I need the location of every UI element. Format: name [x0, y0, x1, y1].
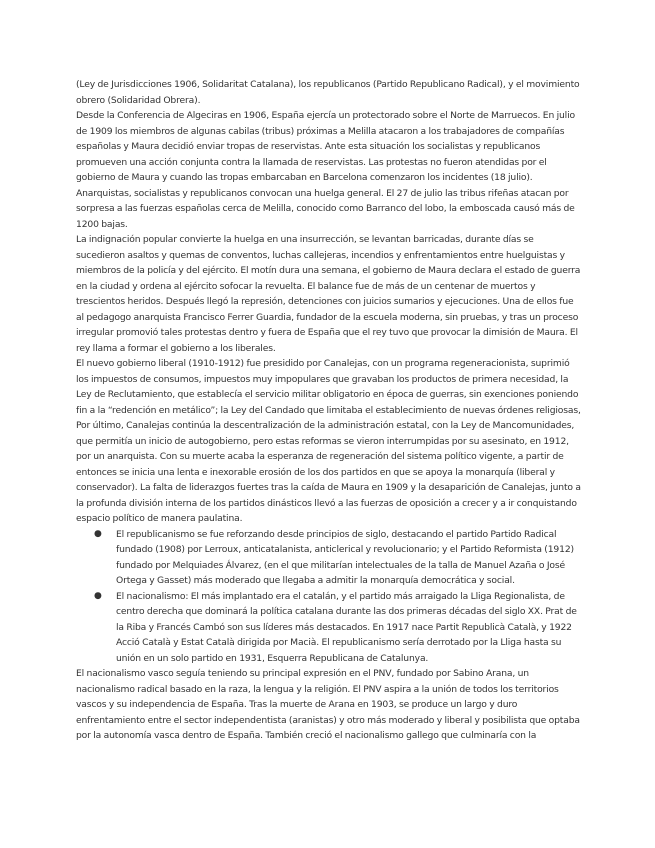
paragraph-continuation: (Ley de Jurisdicciones 1906, Solidaritat Catalana), los republicanos (Partido Republicano Radical), y el movimiento obrero (Solidaridad Obrera). [76, 79, 580, 106]
paragraph-canalejas: El nuevo gobierno liberal (1910-1912) fue presidido por Canalejas, con un programa regeneracionista, suprimió los impuestos de consumos, impuestos muy impopulares que gravaban los productos de primera necesidad, la Ley de Reclutamiento, que establecía el servicio militar obligatorio en época de guerras, sin exenciones poniendo fin a la “redención en metálico”; la Ley del Candado que limitaba el establecimiento de nuevas órdenes religiosas, Por último, Canalejas continúa la descentralización de la administración estatal, con la Ley de Mancomunidades, que permitía un inicio de autogobierno, pero estas reformas se vieron interrumpidas por su asesinato, en 1912, por un anarquista. Con su muerte acaba la esperanza de regeneración del sistema político vigente, a partir de entonces se inicia una lenta e inexorable erosión de los dos partidos en que se apoya la monarquía (liberal y conservador). La falta de liderazgos fuertes tras la caída de Maura en 1909 y la desaparición de Canalejas, junto a la profunda división interna de los partidos dinásticos llevó a las fuerzas de oposición a crecer y a ir conquistando espacio político de manera paulatina. [76, 358, 581, 524]
paragraph-nacionalismo-vasco: El nacionalismo vasco seguía teniendo su principal expresión en el PNV, fundado por Sabino Arana, un nacionalismo radical basado en la raza, la lengua y la religión. El PNV aspira a la unión de todos los territorios vascos y su independencia de España. Tras la muerte de Arana en 1903, se produce un largo y duro enfrentamiento entre el sector independentista (aranistas) y otro más moderado y liberal y posibilista que optaba por la autonomía vasca dentro de España. También creció el nacionalismo gallego que culminaría con la [76, 668, 580, 741]
bullet-list [76, 527, 581, 667]
paragraph-marruecos: Desde la Conferencia de Algeciras en 1906, España ejercía un protectorado sobre el Norte de Marruecos. En julio de 1909 los miembros de algunas cabilas (tribus) próximas a Melilla atacaron a los trabajadores de compañías españolas y Maura decidió enviar tropas de reservistas. Ante esta situación los socialistas y republicanos promueven una acción conjunta contra la llamada de reservistas. Las protestas no fueron atendidas por el gobierno de Maura y cuando las tropas embarcaban en Barcelona comenzaron los incidentes (18 julio). Anarquistas, socialistas y republicanos convocan una huelga general. El 27 de julio las tribus rifeñas atacan por sorpresa a las fuerzas españolas cerca de Melilla, conocido como Barranco del lobo, la emboscada causó más de 1200 bajas. [76, 110, 575, 230]
bullet-dot-icon: ● [94, 528, 102, 539]
paragraph-semana-tragica: La indignación popular convierte la huelga en una insurrección, se levantan barricadas, durante días se sucedieron asaltos y quemas de conventos, luchas callejeras, incendios y enfrentamientos entre huelguistas y miembros de la policía y del ejército. El motín dura una semana, el gobierno de Maura declara el estado de guerra en la ciudad y ordena al ejército sofocar la revuelta. El balance fue de más de un centenar de muertos y trescientos heridos. Después llegó la represión, detenciones con juicios sumarios y ejecuciones. Una de ellos fue al pedagogo anarquista Francisco Ferrer Guardia, fundador de la escuela moderna, sin pruebas, y tras un proceso irregular promovió tales protestas dentro y fuera de España que el rey tuvo que provocar la dimisión de Maura. El rey llama a formar el gobierno a los liberales. [76, 234, 581, 354]
bullet-dot-icon: ● [94, 590, 102, 601]
list-item-text: El nacionalismo: El más implantado era el catalán, y el partido más arraigado la Lliga Regionalista, de centro derecha que dominará la política catalana durante las dos primeras décadas del siglo XX. Prat de la Riba y Francés Cambó son sus líderes más destacados. En 1917 nace Partit Republicà Català, y 1922 Acció Català y Estat Català dirigida por Macià. El republicanismo sería derrotado por la Lliga hasta su unión en un solo partido en 1931, Esquerra Republicana de Catalunya. [116, 590, 577, 664]
list-item-republicanismo [94, 527, 581, 589]
document-page [76, 77, 581, 744]
list-item-nacionalismo [94, 589, 581, 667]
list-item-text: El republicanismo se fue reforzando desde principios de siglo, destacando el partido Partido Radical fundado (1908) por Lerroux, anticatalanista, anticlerical y revolucionario; y el Partido Reformista (1912) fundado por Melquiades Álvarez, (en el que militarían intelectuales de la talla de Manuel Azaña o José Ortega y Gasset) más moderado que llegaba a admitir la monarquía democrática y social. [116, 528, 574, 586]
